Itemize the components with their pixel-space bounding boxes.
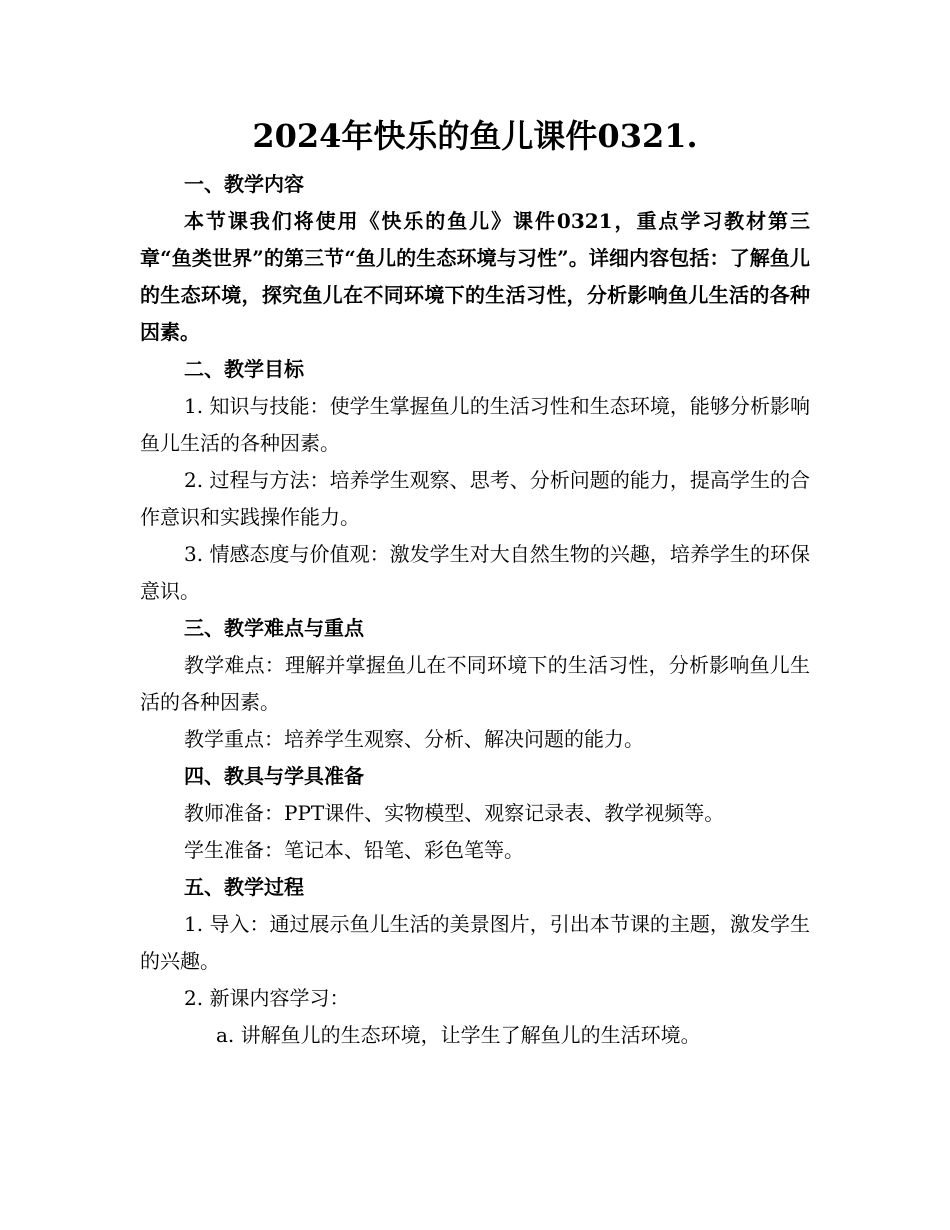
document-title: 2024年快乐的鱼儿课件0321. bbox=[252, 117, 698, 155]
goal-item: 1. 知识与技能：使学生掌握鱼儿的生活习性和生态环境，能够分析影响鱼儿生活的各种因素。 bbox=[140, 394, 810, 455]
section-heading-materials: 四、教具与学具准备 bbox=[184, 764, 364, 788]
section-heading-difficulty: 三、教学难点与重点 bbox=[184, 616, 364, 640]
difficulty-item: 教学重点：培养学生观察、分析、解决问题的能力。 bbox=[184, 727, 644, 751]
process-item: 2. 新课内容学习： bbox=[184, 986, 350, 1010]
section-heading-goals: 二、教学目标 bbox=[184, 357, 304, 381]
materials-item: 学生准备：笔记本、铅笔、彩色笔等。 bbox=[184, 838, 524, 862]
materials-item: 教师准备：PPT课件、实物模型、观察记录表、教学视频等。 bbox=[184, 801, 725, 825]
goal-item: 3. 情感态度与价值观：激发学生对大自然生物的兴趣，培养学生的环保意识。 bbox=[140, 542, 810, 603]
process-item: 1. 导入：通过展示鱼儿生活的美景图片，引出本节课的主题，激发学生的兴趣。 bbox=[140, 912, 810, 973]
process-sub-item: a. 讲解鱼儿的生态环境，让学生了解鱼儿的生活环境。 bbox=[216, 1023, 701, 1047]
document-page bbox=[140, 112, 810, 1054]
section-heading-process: 五、教学过程 bbox=[184, 875, 304, 899]
section-heading-content: 一、教学内容 bbox=[184, 172, 304, 196]
content-paragraph: 本节课我们将使用《快乐的鱼儿》课件0321，重点学习教材第三章“鱼类世界”的第三节“鱼儿的生态环境与习性”。详细内容包括：了解鱼儿的生态环境，探究鱼儿在不同环境下的生活习性，分析影响鱼儿生活的各种因素。 bbox=[140, 209, 810, 344]
goal-item: 2. 过程与方法：培养学生观察、思考、分析问题的能力，提高学生的合作意识和实践操作能力。 bbox=[140, 468, 810, 529]
difficulty-item: 教学难点：理解并掌握鱼儿在不同环境下的生活习性，分析影响鱼儿生活的各种因素。 bbox=[140, 653, 810, 714]
